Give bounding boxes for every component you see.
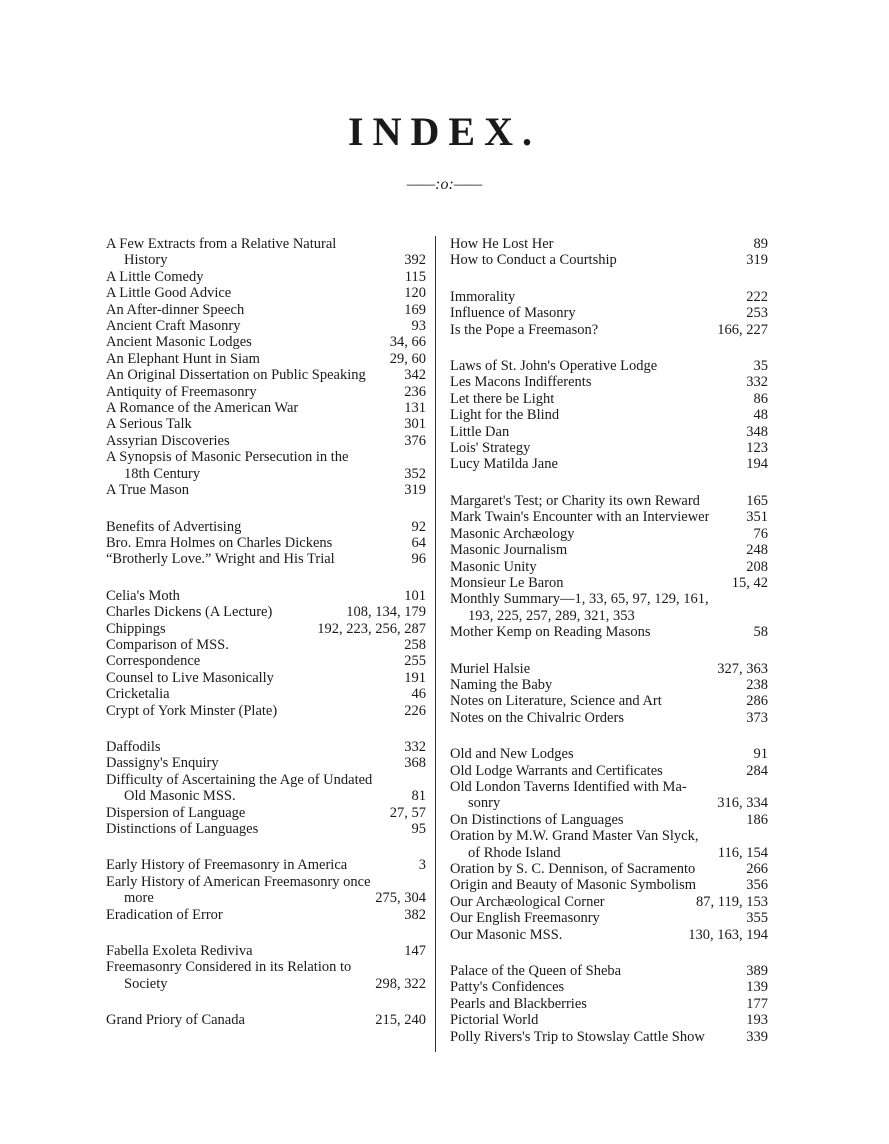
index-entry — [450, 693, 768, 709]
index-group — [106, 588, 426, 719]
index-entry — [106, 621, 426, 637]
entry-title-continuation: sonry — [468, 795, 501, 812]
entry-pages: 342 — [404, 367, 426, 384]
index-column-left — [106, 236, 426, 1049]
entry-title-continuation: Society — [124, 975, 168, 992]
entry-pages: 316, 334 — [717, 795, 768, 812]
index-entry — [450, 1012, 768, 1028]
index-entry — [450, 996, 768, 1012]
index-entry — [450, 828, 768, 861]
index-entry — [106, 874, 426, 907]
entry-pages: 253 — [746, 305, 768, 322]
index-entry — [106, 449, 426, 482]
entry-pages: 166, 227 — [717, 321, 768, 338]
index-entry — [450, 391, 768, 407]
entry-pages: 208 — [746, 558, 768, 575]
entry-title: Correspondence — [106, 653, 201, 670]
entry-pages: 255 — [404, 653, 426, 670]
index-entry — [450, 763, 768, 779]
entry-pages: 332 — [746, 374, 768, 391]
index-entry — [106, 653, 426, 669]
entry-title: Les Macons Indifferents — [450, 374, 592, 391]
entry-pages: 165 — [746, 492, 768, 509]
entry-title: Benefits of Advertising — [106, 518, 242, 535]
index-entry — [106, 302, 426, 318]
entry-pages: 34, 66 — [389, 334, 426, 351]
index-entry — [106, 269, 426, 285]
column-divider — [435, 236, 436, 1052]
entry-title: Light for the Blind — [450, 407, 560, 424]
entry-title: Mark Twain's Encounter with an Interviewer — [450, 509, 710, 526]
entry-title: Our Archæological Corner — [450, 893, 605, 910]
entry-title: Early History of American Freemasonry once — [106, 873, 371, 890]
entry-pages: 332 — [404, 738, 426, 755]
entry-title: An Original Dissertation on Public Speaking — [106, 367, 366, 384]
entry-title: Old London Taverns Identified with Ma- — [450, 778, 687, 795]
entry-title: Distinctions of Languages — [106, 821, 259, 837]
index-entry — [106, 551, 426, 567]
entry-title: Daffodils — [106, 738, 161, 755]
index-entry — [450, 236, 768, 252]
entry-pages: 275, 304 — [375, 890, 426, 907]
index-group — [450, 746, 768, 943]
index-entry — [450, 407, 768, 423]
entry-pages: 177 — [746, 995, 768, 1012]
entry-title-continuation: 18th Century — [124, 465, 201, 482]
entry-pages: 327, 363 — [717, 660, 768, 677]
entry-title: A Serious Talk — [106, 416, 192, 433]
entry-pages: 352 — [404, 465, 426, 482]
entry-pages: 86 — [753, 390, 768, 407]
index-entry — [106, 384, 426, 400]
entry-title: Cricketalia — [106, 686, 170, 703]
index-group — [106, 519, 426, 568]
index-entry — [106, 755, 426, 771]
entry-title: Dassigny's Enquiry — [106, 755, 219, 772]
index-entry — [450, 661, 768, 677]
entry-pages: 15, 42 — [731, 574, 768, 591]
index-entry — [450, 746, 768, 762]
entry-pages: 191 — [404, 669, 426, 686]
entry-title: Naming the Baby — [450, 676, 553, 693]
index-entry — [106, 670, 426, 686]
index-entry — [450, 927, 768, 943]
entry-title: A True Mason — [106, 482, 189, 499]
entry-title: Difficulty of Ascertaining the Age of Undated — [106, 771, 373, 788]
index-entry — [106, 805, 426, 821]
entry-pages: 58 — [753, 624, 768, 641]
entry-title: A Few Extracts from a Relative Natural — [106, 236, 337, 252]
entry-title: Notes on Literature, Science and Art — [450, 693, 662, 710]
index-entry — [450, 910, 768, 926]
entry-title: Bro. Emra Holmes on Charles Dickens — [106, 534, 333, 551]
index-entry — [106, 482, 426, 498]
index-entry — [106, 772, 426, 805]
entry-title: Immorality — [450, 288, 516, 305]
entry-title: Fabella Exoleta Rediviva — [106, 943, 253, 960]
entry-pages: 376 — [404, 432, 426, 449]
index-entry — [450, 305, 768, 321]
page-title: INDEX. — [348, 109, 541, 154]
index-entry — [106, 857, 426, 873]
entry-title: “Brotherly Love.” Wright and His Trial — [106, 551, 335, 568]
entry-title-continuation: of Rhode Island — [468, 844, 561, 861]
index-entry — [450, 493, 768, 509]
entry-title: Our English Freemasonry — [450, 910, 600, 927]
entry-pages: 76 — [753, 525, 768, 542]
entry-title: A Little Good Advice — [106, 285, 232, 302]
entry-title: Early History of Freemasonry in America — [106, 857, 348, 874]
entry-pages: 91 — [753, 746, 768, 763]
index-group — [450, 358, 768, 473]
entry-title: Monthly Summary—1, 33, 65, 97, 129, 161, — [450, 591, 709, 608]
entry-pages: 3 — [418, 857, 426, 874]
entry-pages: 215, 240 — [375, 1012, 426, 1029]
index-entry — [106, 416, 426, 432]
index-group — [450, 661, 768, 727]
index-group — [450, 236, 768, 269]
index-entry — [450, 456, 768, 472]
entry-pages: 382 — [404, 906, 426, 923]
entry-title-continuation: Old Masonic MSS. — [124, 788, 236, 805]
entry-title: Patty's Confidences — [450, 979, 565, 996]
entry-title: Oration by M.W. Grand Master Van Slyck, — [450, 828, 699, 845]
index-entry — [106, 637, 426, 653]
index-entry — [450, 779, 768, 812]
entry-title: Eradication of Error — [106, 906, 223, 923]
entry-title: Pearls and Blackberries — [450, 995, 587, 1012]
entry-pages: 92 — [411, 518, 426, 535]
entry-pages: 101 — [404, 587, 426, 604]
entry-pages: 147 — [404, 943, 426, 960]
index-group — [106, 1012, 426, 1028]
index-entry — [450, 861, 768, 877]
entry-title: A Romance of the American War — [106, 400, 299, 417]
entry-pages: 258 — [404, 636, 426, 653]
entry-title: Dispersion of Language — [106, 804, 246, 821]
index-entry — [106, 604, 426, 620]
entry-title: Monsieur Le Baron — [450, 574, 564, 591]
index-entry — [450, 252, 768, 268]
entry-title: Notes on the Chivalric Orders — [450, 709, 624, 726]
entry-title: Is the Pope a Freemason? — [450, 321, 599, 338]
entry-pages: 48 — [753, 407, 768, 424]
entry-title: Old Lodge Warrants and Certificates — [450, 762, 663, 779]
entry-pages: 46 — [411, 686, 426, 703]
index-entry — [106, 535, 426, 551]
entry-pages: 236 — [404, 383, 426, 400]
entry-title: Muriel Halsie — [450, 660, 531, 677]
entry-pages: 108, 134, 179 — [346, 604, 426, 621]
index-entry — [450, 1029, 768, 1045]
index-entry — [106, 1012, 426, 1028]
entry-title: On Distinctions of Languages — [450, 811, 624, 828]
entry-pages: 266 — [746, 861, 768, 877]
entry-pages: 87, 119, 153 — [696, 893, 768, 910]
entry-pages: 64 — [411, 534, 426, 551]
entry-title: Mother Kemp on Reading Masons — [450, 624, 651, 641]
entry-pages: 95 — [411, 821, 426, 837]
entry-title: Ancient Craft Masonry — [106, 318, 241, 335]
entry-pages: 356 — [746, 877, 768, 894]
entry-title: Ancient Masonic Lodges — [106, 334, 252, 351]
entry-title-continuation: 193, 225, 257, 289, 321, 353 — [468, 607, 635, 624]
entry-title: Counsel to Live Masonically — [106, 669, 274, 686]
index-entry — [450, 591, 768, 624]
entry-title: Chippings — [106, 620, 166, 637]
index-entry — [450, 677, 768, 693]
entry-title: Masonic Journalism — [450, 542, 568, 559]
entry-pages: 286 — [746, 693, 768, 710]
entry-title: Grand Priory of Canada — [106, 1012, 245, 1029]
index-entry — [106, 318, 426, 334]
entry-pages: 351 — [746, 509, 768, 526]
entry-pages: 93 — [411, 318, 426, 335]
entry-pages: 348 — [746, 423, 768, 440]
entry-title: Masonic Archæology — [450, 525, 575, 542]
entry-title: How to Conduct a Courtship — [450, 252, 617, 269]
entry-pages: 193 — [746, 1012, 768, 1029]
entry-pages: 355 — [746, 910, 768, 927]
index-entry — [450, 624, 768, 640]
index-entry — [450, 877, 768, 893]
title-ornament: ——:o:—— — [406, 176, 483, 193]
index-group — [106, 943, 426, 992]
entry-pages: 222 — [746, 288, 768, 305]
index-group — [106, 739, 426, 837]
entry-title: Old and New Lodges — [450, 746, 574, 763]
entry-pages: 373 — [746, 709, 768, 726]
index-entry — [106, 959, 426, 992]
entry-title: Masonic Unity — [450, 558, 537, 575]
entry-pages: 123 — [746, 440, 768, 457]
entry-pages: 131 — [404, 400, 426, 417]
entry-pages: 194 — [746, 456, 768, 473]
entry-pages: 130, 163, 194 — [688, 926, 768, 943]
entry-title: An After-dinner Speech — [106, 301, 245, 318]
index-entry — [106, 588, 426, 604]
entry-pages: 169 — [404, 301, 426, 318]
entry-pages: 226 — [404, 702, 426, 719]
index-entry — [106, 400, 426, 416]
index-entry — [450, 358, 768, 374]
entry-pages: 319 — [404, 482, 426, 499]
index-entry — [450, 963, 768, 979]
entry-title-continuation: History — [124, 252, 168, 269]
index-entry — [450, 440, 768, 456]
entry-pages: 81 — [411, 788, 426, 805]
entry-pages: 392 — [404, 252, 426, 269]
index-entry — [450, 979, 768, 995]
entry-pages: 139 — [746, 979, 768, 996]
entry-title: Influence of Masonry — [450, 305, 576, 322]
index-entry — [450, 542, 768, 558]
index-entry — [450, 289, 768, 305]
entry-title-continuation: more — [124, 890, 154, 907]
index-entry — [450, 509, 768, 525]
entry-title: Little Dan — [450, 423, 510, 440]
index-entry — [106, 703, 426, 719]
entry-title: Laws of St. John's Operative Lodge — [450, 358, 658, 375]
index-entry — [106, 519, 426, 535]
entry-title: Crypt of York Minster (Plate) — [106, 702, 278, 719]
index-group — [106, 236, 426, 499]
entry-pages: 35 — [753, 358, 768, 375]
entry-pages: 389 — [746, 963, 768, 980]
entry-pages: 89 — [753, 236, 768, 252]
index-entry — [106, 351, 426, 367]
entry-title: Origin and Beauty of Masonic Symbolism — [450, 877, 697, 894]
index-entry — [106, 686, 426, 702]
entry-title: Our Masonic MSS. — [450, 926, 563, 943]
entry-title: Freemasonry Considered in its Relation to — [106, 959, 352, 976]
entry-pages: 186 — [746, 811, 768, 828]
index-entry — [106, 943, 426, 959]
index-entry — [450, 812, 768, 828]
entry-title: Assyrian Discoveries — [106, 432, 230, 449]
entry-pages: 368 — [404, 755, 426, 772]
entry-title: Palace of the Queen of Sheba — [450, 963, 622, 980]
entry-pages: 116, 154 — [717, 844, 768, 861]
entry-pages: 29, 60 — [389, 350, 426, 367]
index-entry — [450, 575, 768, 591]
index-entry — [450, 559, 768, 575]
index-entry — [106, 907, 426, 923]
index-entry — [106, 285, 426, 301]
entry-pages: 120 — [404, 285, 426, 302]
entry-pages: 301 — [404, 416, 426, 433]
index-group — [450, 963, 768, 1045]
entry-title: Let there be Light — [450, 390, 555, 407]
entry-title: Lucy Matilda Jane — [450, 456, 558, 473]
entry-title: Margaret's Test; or Charity its own Reward — [450, 492, 700, 509]
index-entry — [106, 236, 426, 269]
entry-title: Antiquity of Freemasonry — [106, 383, 257, 400]
entry-pages: 238 — [746, 676, 768, 693]
index-entry — [450, 710, 768, 726]
index-entry — [106, 433, 426, 449]
index-entry — [450, 374, 768, 390]
index-entry — [450, 424, 768, 440]
entry-pages: 339 — [746, 1028, 768, 1045]
entry-title: Lois' Strategy — [450, 440, 531, 457]
entry-title: Oration by S. C. Dennison, of Sacramento — [450, 861, 696, 877]
index-group — [450, 493, 768, 641]
entry-title: Celia's Moth — [106, 587, 180, 604]
entry-title: Charles Dickens (A Lecture) — [106, 604, 273, 621]
entry-title: Polly Rivers's Trip to Stowslay Cattle Show — [450, 1028, 705, 1045]
index-entry — [106, 367, 426, 383]
entry-pages: 319 — [746, 252, 768, 269]
entry-pages: 298, 322 — [375, 975, 426, 992]
index-group — [450, 289, 768, 338]
index-entry — [450, 526, 768, 542]
entry-pages: 284 — [746, 762, 768, 779]
index-entry — [106, 821, 426, 837]
index-entry — [106, 739, 426, 755]
index-entry — [450, 894, 768, 910]
entry-title: A Synopsis of Masonic Persecution in the — [106, 449, 349, 466]
entry-title: Comparison of MSS. — [106, 636, 229, 653]
index-column-right — [450, 236, 768, 1065]
index-entry — [106, 334, 426, 350]
index-entry — [450, 322, 768, 338]
entry-title: How He Lost Her — [450, 236, 554, 252]
entry-title: A Little Comedy — [106, 268, 204, 285]
entry-pages: 192, 223, 256, 287 — [317, 620, 426, 637]
entry-pages: 115 — [404, 268, 426, 285]
entry-pages: 248 — [746, 542, 768, 559]
entry-title: Pictorial World — [450, 1012, 539, 1029]
entry-pages: 96 — [411, 551, 426, 568]
entry-title: An Elephant Hunt in Siam — [106, 350, 260, 367]
entry-pages: 27, 57 — [389, 804, 426, 821]
index-group — [106, 857, 426, 923]
